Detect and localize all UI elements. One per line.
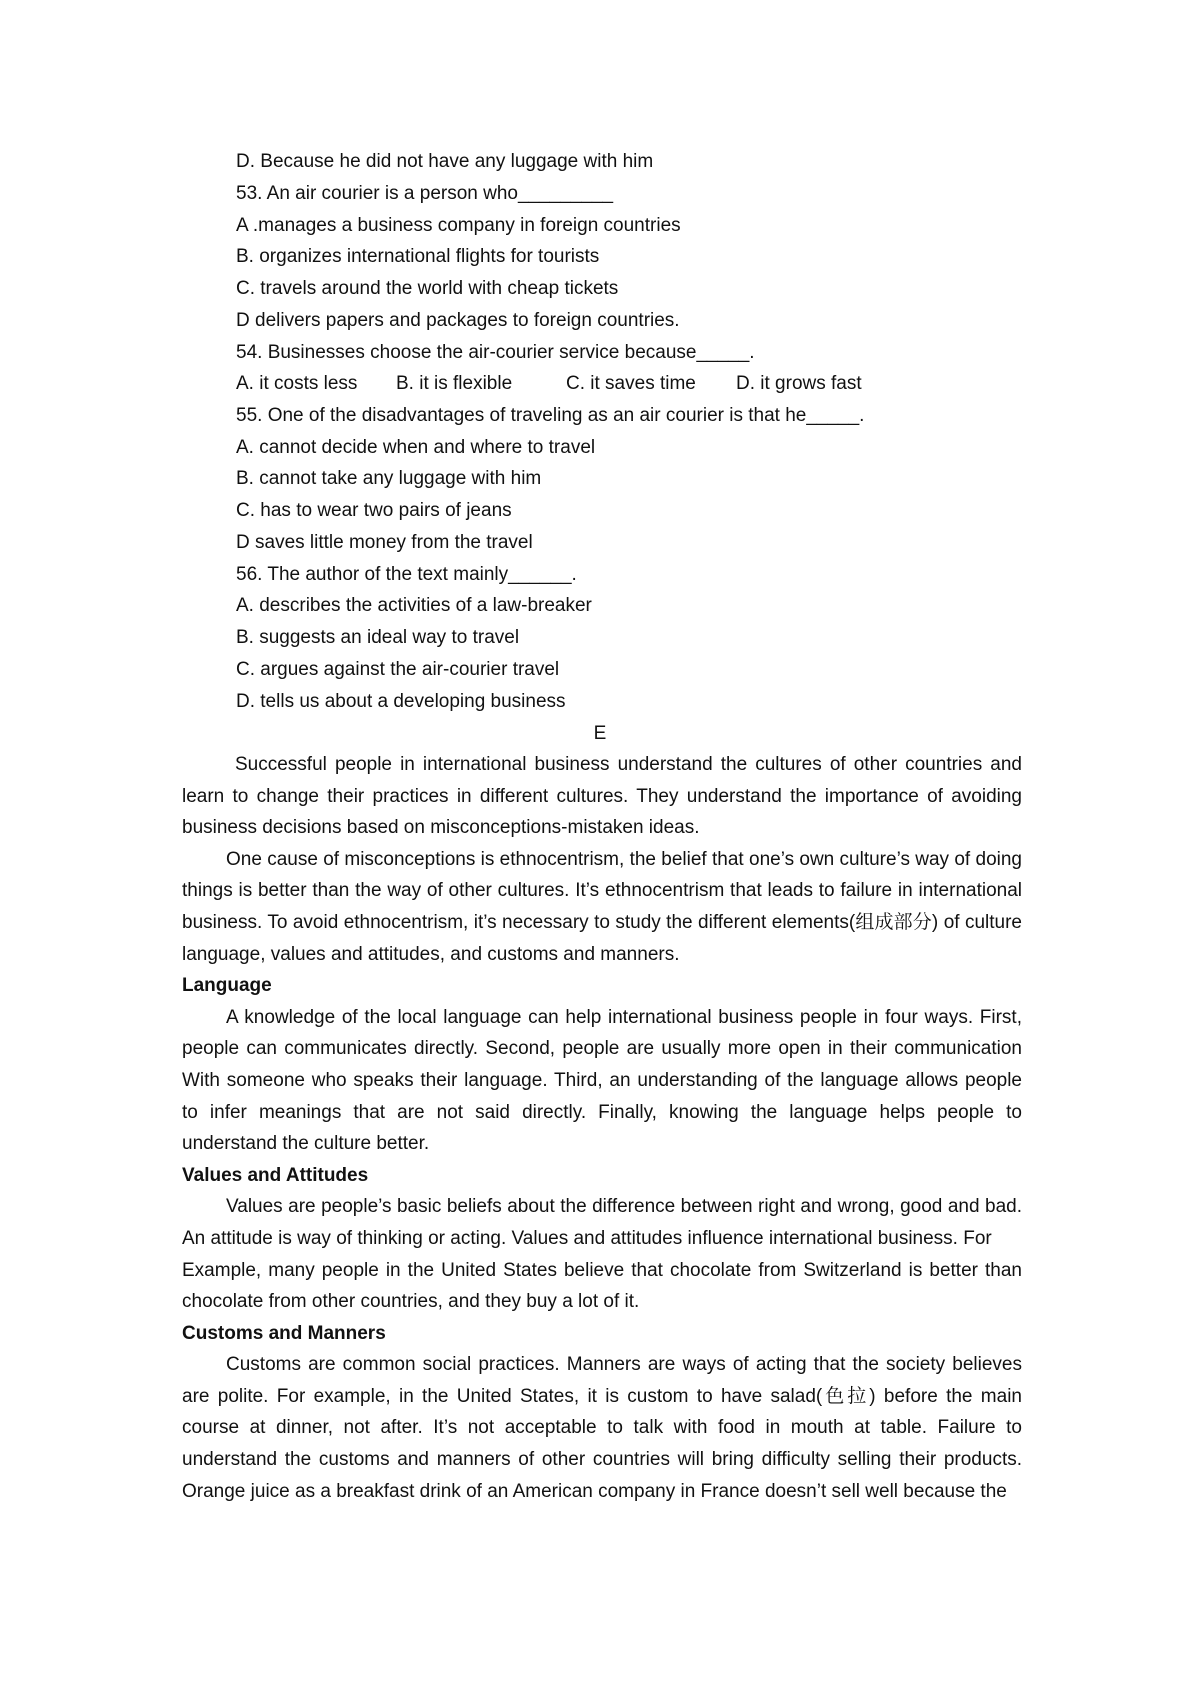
paragraph-4-continued: Example, many people in the United States believe that chocolate from Switzerland is better than chocolate from other countries, and they buy a lot of it. [182,1259,1022,1313]
q54-option-d: D. it grows fast [736,373,862,394]
q53-option-b: B. organizes international flights for tourists [236,246,600,267]
q53-stem: 53. An air courier is a person who_________ [236,183,614,204]
q54-option-b: B. it is flexible [396,373,513,394]
heading-customs-manners: Customs and Manners [182,1322,386,1344]
q55-option-c: C. has to wear two pairs of jeans [236,500,512,521]
q55-option-a: A. cannot decide when and where to travel [236,437,596,458]
q56-stem: 56. The author of the text mainly______. [236,564,577,585]
paragraph-3: A knowledge of the local language can help international business people in four ways. First, people can communicates directly. Second, people are usually more open in their communication With someone who speaks their language. Third, an understanding of the language allows people to infer meanings that are not said directly. Finally, knowing the language helps people to understand the culture better. [182,1006,1022,1155]
q55-stem: 55. One of the disadvantages of traveling as an air courier is that he_____. [236,405,865,426]
q56-option-b: B. suggests an ideal way to travel [236,627,520,648]
paragraph-5: Customs are common social practices. Manners are ways of acting that the society believes are polite. For example, in the United States, it is custom to have salad(色拉) before the main course at dinner, not after. It’s not acceptable to talk with food in mouth at table. Failure to understand the customs and manners of other countries will bring difficulty selling their products. Orange juice as a breakfast drink of an American company in France doesn’t sell well because the [182,1354,1022,1502]
q55-option-b: B. cannot take any luggage with him [236,468,542,489]
heading-values-attitudes: Values and Attitudes [182,1164,369,1186]
q53-option-d: D delivers papers and packages to foreign countries. [236,310,680,331]
paragraph-1: Successful people in international business understand the cultures of other countries and learn to change their practices in different cultures. They understand the importance of avoiding business decisions based on misconceptions-mistaken ideas. [182,754,1022,839]
heading-language: Language [182,975,272,997]
q54-stem: 54. Businesses choose the air-courier service because_____. [236,342,755,363]
q54-options [236,368,862,400]
q56-option-c: C. argues against the air-courier travel [236,659,560,680]
paragraph-2: One cause of misconceptions is ethnocentrism, the belief that one’s own culture’s way of doing things is better than the way of other cultures. It’s ethnocentrism that leads to failure in international business. To avoid ethnocentrism, it’s necessary to study the different elements(组成部分) of culture language, values and attitudes, and customs and manners. [182,848,1022,965]
q54-option-a: A. it costs less [236,373,358,394]
passage-body [182,749,1022,1507]
q52-option-d: D. Because he did not have any luggage with him [236,151,654,172]
q54-option-c: C. it saves time [566,373,696,394]
q53-option-a: A .manages a business company in foreign countries [236,215,681,236]
q53-option-c: C. travels around the world with cheap tickets [236,278,619,299]
q56-option-a: A. describes the activities of a law-breaker [236,595,592,616]
q55-option-d: D saves little money from the travel [236,532,533,553]
paragraph-4: Values are people’s basic beliefs about the difference between right and wrong, good and bad. An attitude is way of thinking or acting. Values and attitudes influence international business. For [182,1196,1022,1249]
q56-option-d: D. tells us about a developing business [236,691,566,712]
passage-label: E [593,723,607,744]
